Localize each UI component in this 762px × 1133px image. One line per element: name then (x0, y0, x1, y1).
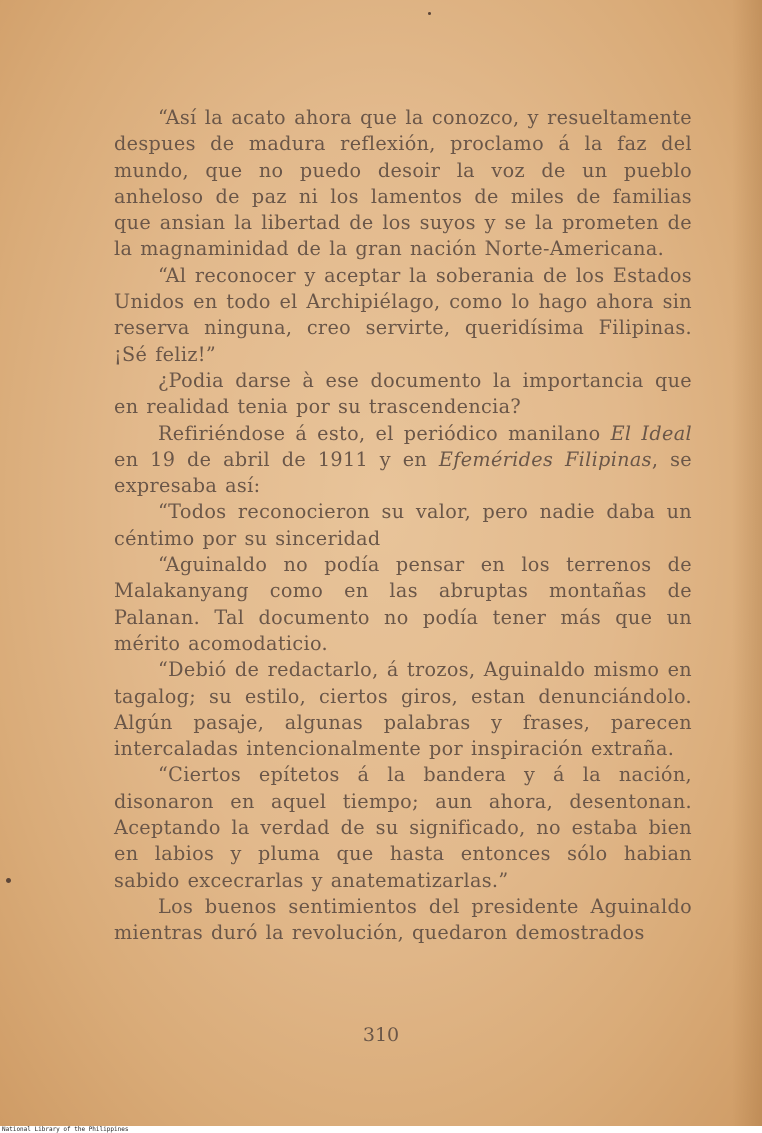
paragraph-quote-1: “Todos reconocieron su valor, pero nadie daba un céntimo por su sinceridad (114, 500, 692, 550)
page-number: 310 (362, 1024, 400, 1046)
newspaper-reference-text: , se expresaba así: (114, 447, 692, 498)
paragraph-question: ¿Podia darse à ese documento la importancia que en realidad tenia por su trascendencia? (114, 368, 692, 419)
paragraph-quote-3: “Debió de redactarlo, á trozos, Aguinaldo mismo en tagalog; su estilo, ciertos giros, estan denunciándolo. Algún pasaje, algunas palabras y frases, parecen intercaladas intencionalmente por inspiración extraña. (114, 658, 692, 761)
paragraph-quote-4: “Ciertos epítetos á la bandera y á la nación, disonaron en aquel tiempo; aun ahora, desentonan. Aceptando la verdad de su significado, no estaba bien en labios y pluma que hasta entonces sólo habian sabido excecrarlas y anatematizarlas.” (114, 763, 692, 892)
newspaper-reference-text: Refiriéndose á esto, el periódico manilano (158, 421, 611, 445)
newspaper-reference-text: en 19 de abril de 1911 y en (114, 447, 439, 471)
library-credit: National Library of the Philippines (2, 1126, 129, 1133)
body-text (114, 105, 692, 947)
paper-speck (6, 878, 11, 883)
paragraph-closing: Los buenos sentimientos del presidente Aguinaldo mientras duró la revolución, quedaron demostrados (114, 894, 692, 945)
paragraph-proclamation-2: “Al reconocer y aceptar la soberania de los Estados Unidos en todo el Archipiélago, como lo hago ahora sin reserva ninguna, creo servirte, queridísima Filipinas. ¡Sé feliz!” (114, 263, 692, 366)
paragraph-newspaper-reference (114, 421, 692, 500)
paragraph-proclamation-1: “Así la acato ahora que la conozco, y resueltamente despues de madura reflexión, proclamo á la faz del mundo, que no puedo desoir la voz de un pueblo anheloso de paz ni los lamentos de miles de familias que ansian la libertad de los suyos y se la prometen de la magnaminidad de la gran nación Norte-Americana. (114, 106, 692, 261)
paragraph-quote-2: “Aguinaldo no podía pensar en los terrenos de Malakanyang como en las abruptas montañas de Palanan. Tal documento no podía tener más que un mérito acomodaticio. (114, 553, 692, 655)
paper-speck (428, 12, 431, 15)
publication-title: Efemérides Filipinas (438, 447, 652, 471)
newspaper-title: El Ideal (610, 421, 692, 445)
